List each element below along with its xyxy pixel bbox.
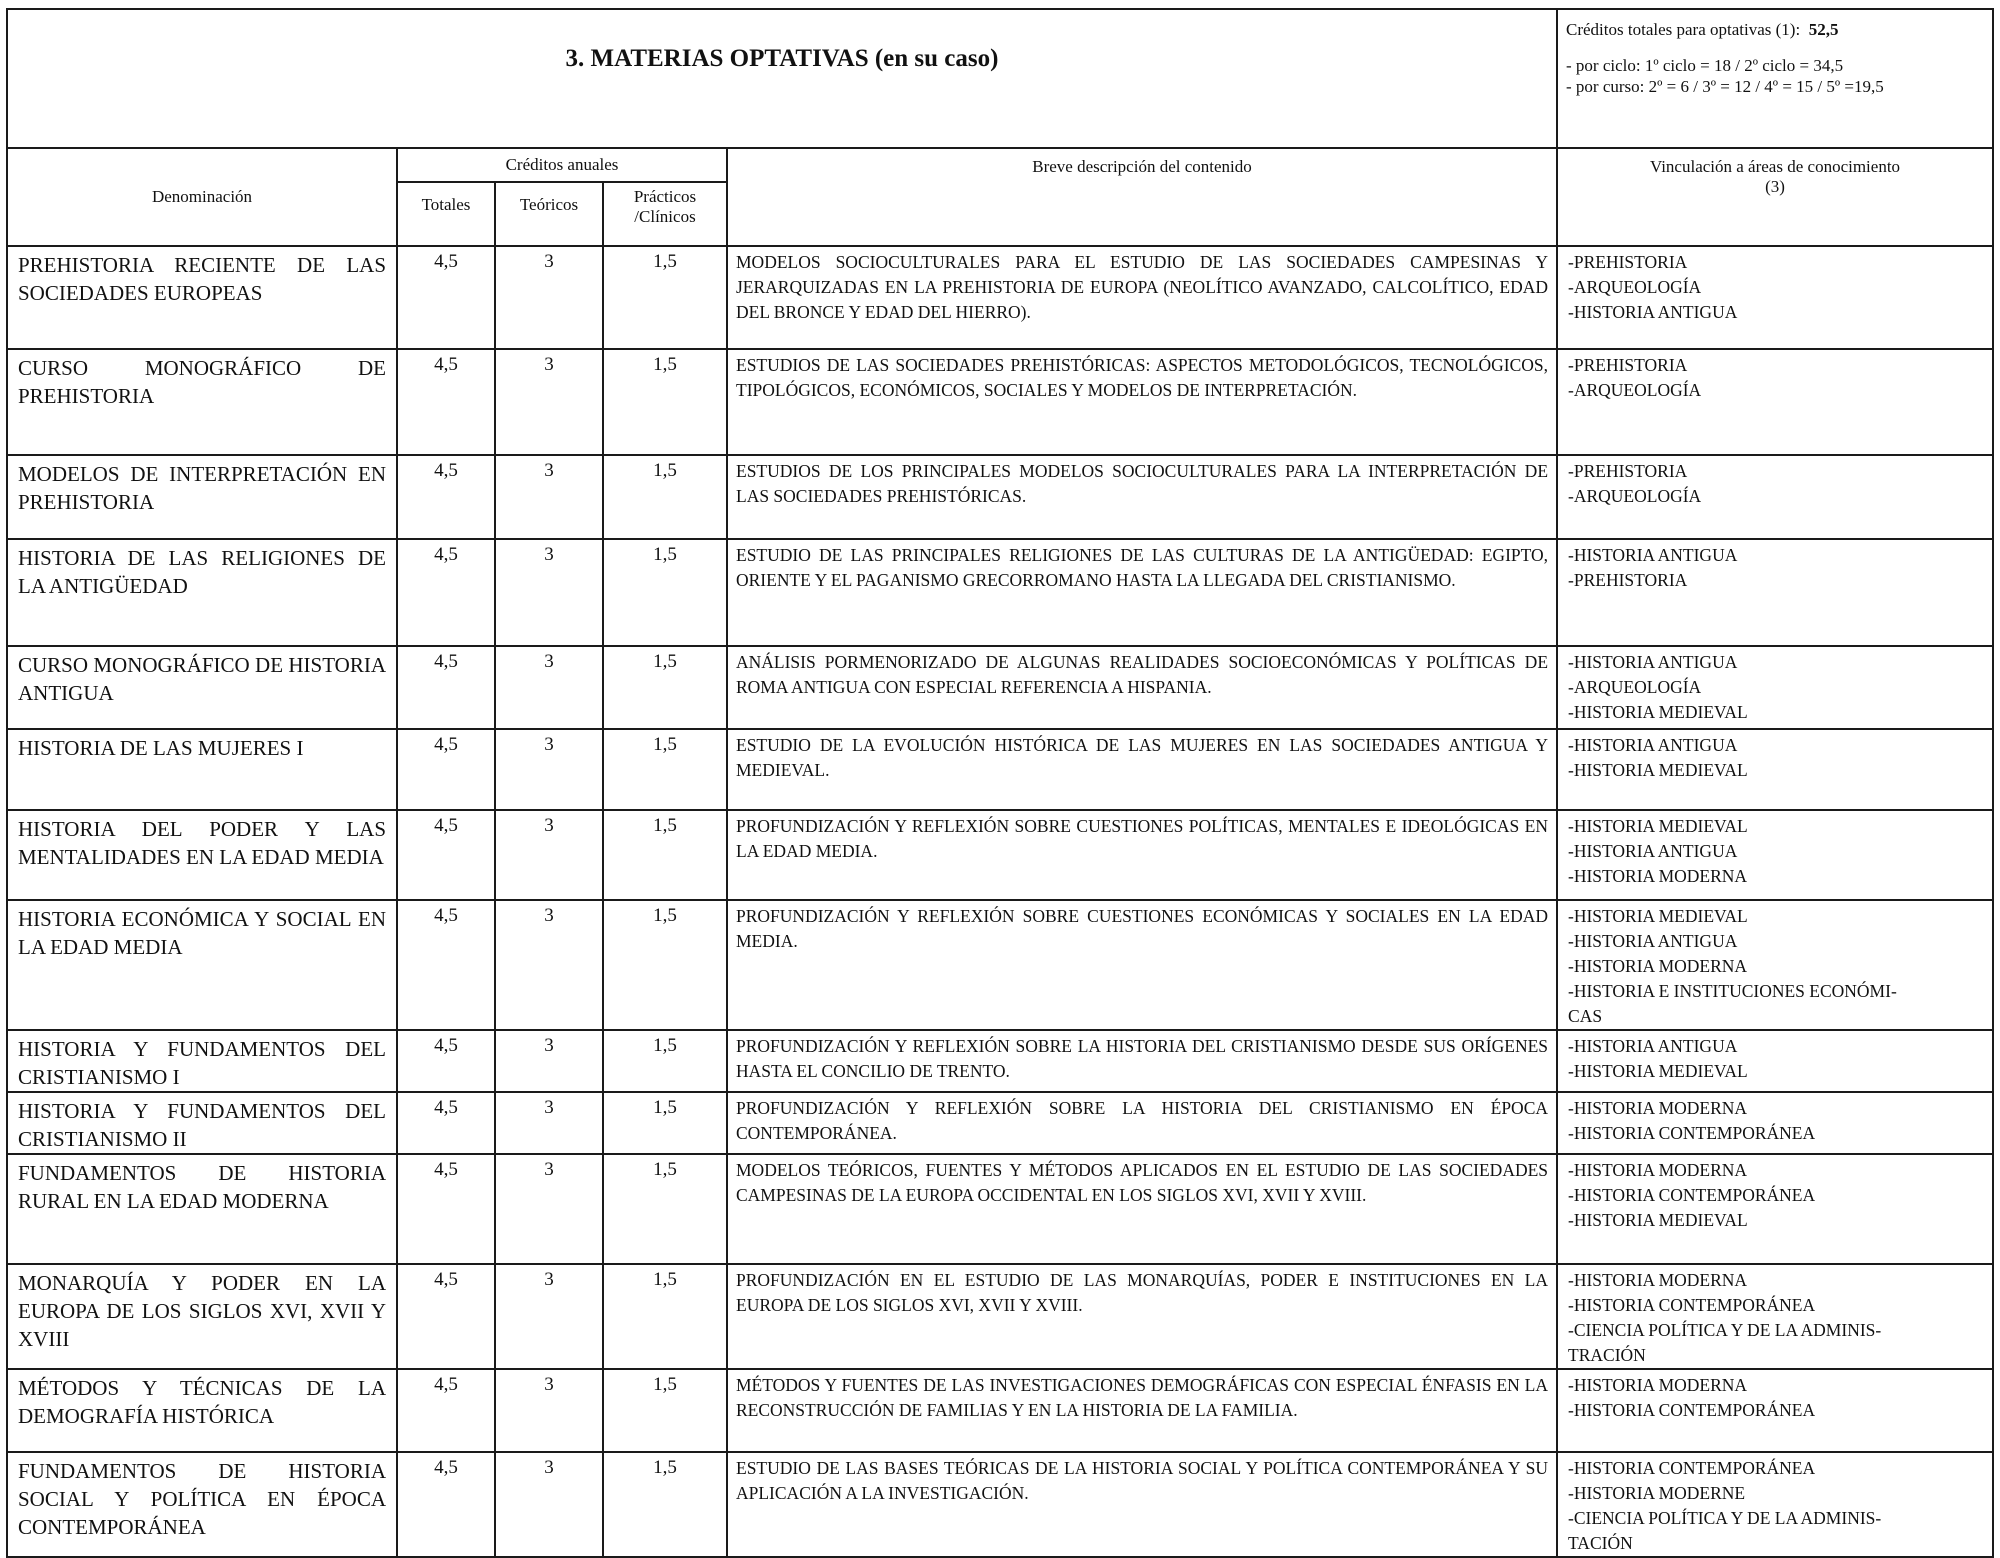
knowledge-area-item: -ARQUEOLOGÍA bbox=[1568, 677, 1702, 697]
table-row bbox=[7, 729, 1993, 810]
col-teoricos: Teóricos bbox=[495, 182, 603, 246]
knowledge-area-item: -HISTORIA E INSTITUCIONES ECONÓMI- bbox=[1568, 981, 1897, 1001]
credits-total-label: Créditos totales para optativas (1): bbox=[1566, 20, 1801, 39]
credits-teoricos: 3 bbox=[495, 900, 603, 1030]
knowledge-area-item: -HISTORIA ANTIGUA bbox=[1568, 931, 1738, 951]
subject-description: PROFUNDIZACIÓN EN EL ESTUDIO DE LAS MONARQUÍAS, PODER E INSTITUCIONES EN LA EUROPA DE LOS SIGLOS XVI, XVII Y XVIII. bbox=[727, 1264, 1557, 1369]
knowledge-area-item: -ARQUEOLOGÍA bbox=[1568, 380, 1702, 400]
subject-description: ESTUDIO DE LAS PRINCIPALES RELIGIONES DE LAS CULTURAS DE LA ANTIGÜEDAD: EGIPTO, ORIENTE Y EL PAGANISMO GRECORROMANO HASTA LA LLEGADA DEL CRISTIANISMO. bbox=[727, 539, 1557, 646]
credits-practicos: 1,5 bbox=[603, 1452, 727, 1557]
knowledge-areas bbox=[1557, 1452, 1993, 1557]
subject-name: HISTORIA DEL PODER Y LAS MENTALIDADES EN LA EDAD MEDIA bbox=[7, 810, 397, 900]
subject-name: CURSO MONOGRÁFICO DE PREHISTORIA bbox=[7, 349, 397, 455]
col-vinculacion bbox=[1557, 148, 1993, 246]
col-vinculacion-line2: (3) bbox=[1765, 177, 1785, 197]
col-denominacion: Denominación bbox=[7, 148, 397, 246]
credits-teoricos: 3 bbox=[495, 646, 603, 729]
knowledge-area-item: -PREHISTORIA bbox=[1568, 355, 1688, 375]
credits-totales: 4,5 bbox=[397, 646, 495, 729]
credits-totales: 4,5 bbox=[397, 455, 495, 539]
knowledge-area-item: -HISTORIA MEDIEVAL bbox=[1568, 1061, 1748, 1081]
subject-name: FUNDAMENTOS DE HISTORIA SOCIAL Y POLÍTICA EN ÉPOCA CONTEMPORÁNEA bbox=[7, 1452, 397, 1557]
knowledge-areas bbox=[1557, 729, 1993, 810]
knowledge-area-item: -HISTORIA MODERNA bbox=[1568, 866, 1748, 886]
knowledge-area-item: -HISTORIA MODERNA bbox=[1568, 1375, 1748, 1395]
table-row bbox=[7, 646, 1993, 729]
credits-por-ciclo: - por ciclo: 1º ciclo = 18 / 2º ciclo = 34,5 bbox=[1566, 56, 1844, 76]
knowledge-area-item: -HISTORIA MEDIEVAL bbox=[1568, 760, 1748, 780]
subject-description: MÉTODOS Y FUENTES DE LAS INVESTIGACIONES DEMOGRÁFICAS CON ESPECIAL ÉNFASIS EN LA RECONSTRUCCIÓN DE FAMILIAS Y EN LA HISTORIA DE LA FAMILIA. bbox=[727, 1369, 1557, 1452]
credits-totales: 4,5 bbox=[397, 900, 495, 1030]
table-row bbox=[7, 246, 1993, 349]
table-row bbox=[7, 1154, 1993, 1264]
knowledge-area-item: -HISTORIA MEDIEVAL bbox=[1568, 702, 1748, 722]
subject-name: MODELOS DE INTERPRETACIÓN EN PREHISTORIA bbox=[7, 455, 397, 539]
table-row bbox=[7, 900, 1993, 1030]
subject-description: MODELOS SOCIOCULTURALES PARA EL ESTUDIO DE LAS SOCIEDADES CAMPESINAS Y JERARQUIZADAS EN LA PREHISTORIA DE EUROPA (NEOLÍTICO AVANZADO, CALCOLÍTICO, EDAD DEL BRONCE Y EDAD DEL HIERRO). bbox=[727, 246, 1557, 349]
knowledge-area-item: -HISTORIA ANTIGUA bbox=[1568, 652, 1738, 672]
knowledge-area-item: -PREHISTORIA bbox=[1568, 570, 1688, 590]
knowledge-area-item: -HISTORIA ANTIGUA bbox=[1568, 545, 1738, 565]
credits-practicos: 1,5 bbox=[603, 455, 727, 539]
knowledge-area-item: -HISTORIA MODERNA bbox=[1568, 956, 1748, 976]
knowledge-area-item: -HISTORIA ANTIGUA bbox=[1568, 841, 1738, 861]
credits-totales: 4,5 bbox=[397, 349, 495, 455]
credits-practicos: 1,5 bbox=[603, 1092, 727, 1154]
table-row bbox=[7, 1369, 1993, 1452]
knowledge-area-item: -ARQUEOLOGÍA bbox=[1568, 486, 1702, 506]
knowledge-area-item: -HISTORIA CONTEMPORÁNEA bbox=[1568, 1400, 1816, 1420]
knowledge-area-item: CAS bbox=[1568, 1006, 1603, 1026]
credits-practicos: 1,5 bbox=[603, 1264, 727, 1369]
title-row bbox=[7, 9, 1993, 148]
subject-description: ANÁLISIS PORMENORIZADO DE ALGUNAS REALIDADES SOCIOECONÓMICAS Y POLÍTICAS DE ROMA ANTIGUA CON ESPECIAL REFERENCIA A HISPANIA. bbox=[727, 646, 1557, 729]
knowledge-area-item: -HISTORIA CONTEMPORÁNEA bbox=[1568, 1185, 1816, 1205]
knowledge-area-item: -ARQUEOLOGÍA bbox=[1568, 277, 1702, 297]
credits-totales: 4,5 bbox=[397, 1369, 495, 1452]
table-row bbox=[7, 810, 1993, 900]
knowledge-areas bbox=[1557, 1030, 1993, 1092]
knowledge-area-item: TACIÓN bbox=[1568, 1533, 1633, 1553]
knowledge-area-item: -PREHISTORIA bbox=[1568, 461, 1688, 481]
credits-practicos: 1,5 bbox=[603, 729, 727, 810]
col-practicos bbox=[603, 182, 727, 246]
subject-description: PROFUNDIZACIÓN Y REFLEXIÓN SOBRE LA HISTORIA DEL CRISTIANISMO DESDE SUS ORÍGENES HASTA EL CONCILIO DE TRENTO. bbox=[727, 1030, 1557, 1092]
subject-description: PROFUNDIZACIÓN Y REFLEXIÓN SOBRE CUESTIONES POLÍTICAS, MENTALES E IDEOLÓGICAS EN LA EDAD MEDIA. bbox=[727, 810, 1557, 900]
document-page bbox=[6, 8, 1992, 1558]
credits-teoricos: 3 bbox=[495, 810, 603, 900]
knowledge-area-item: -HISTORIA CONTEMPORÁNEA bbox=[1568, 1123, 1816, 1143]
table-row bbox=[7, 1264, 1993, 1369]
subject-description: ESTUDIOS DE LOS PRINCIPALES MODELOS SOCIOCULTURALES PARA LA INTERPRETACIÓN DE LAS SOCIEDADES PREHISTÓRICAS. bbox=[727, 455, 1557, 539]
credits-totales: 4,5 bbox=[397, 810, 495, 900]
subject-description: PROFUNDIZACIÓN Y REFLEXIÓN SOBRE LA HISTORIA DEL CRISTIANISMO EN ÉPOCA CONTEMPORÁNEA. bbox=[727, 1092, 1557, 1154]
credits-totales: 4,5 bbox=[397, 539, 495, 646]
knowledge-area-item: -HISTORIA CONTEMPORÁNEA bbox=[1568, 1295, 1816, 1315]
subject-name: FUNDAMENTOS DE HISTORIA RURAL EN LA EDAD MODERNA bbox=[7, 1154, 397, 1264]
knowledge-area-item: -HISTORIA MODERNA bbox=[1568, 1098, 1748, 1118]
table-row bbox=[7, 1452, 1993, 1557]
knowledge-area-item: -CIENCIA POLÍTICA Y DE LA ADMINIS- bbox=[1568, 1508, 1882, 1528]
credits-teoricos: 3 bbox=[495, 729, 603, 810]
credits-practicos: 1,5 bbox=[603, 1154, 727, 1264]
col-creditos-anuales: Créditos anuales bbox=[397, 148, 727, 182]
subject-name: PREHISTORIA RECIENTE DE LAS SOCIEDADES EUROPEAS bbox=[7, 246, 397, 349]
subject-name: MONARQUÍA Y PODER EN LA EUROPA DE LOS SIGLOS XVI, XVII Y XVIII bbox=[7, 1264, 397, 1369]
credits-totales: 4,5 bbox=[397, 729, 495, 810]
knowledge-area-item: -HISTORIA MODERNE bbox=[1568, 1483, 1746, 1503]
subject-name: HISTORIA ECONÓMICA Y SOCIAL EN LA EDAD MEDIA bbox=[7, 900, 397, 1030]
table-row bbox=[7, 349, 1993, 455]
subject-description: MODELOS TEÓRICOS, FUENTES Y MÉTODOS APLICADOS EN EL ESTUDIO DE LAS SOCIEDADES CAMPESINAS DE LA EUROPA OCCIDENTAL EN LOS SIGLOS XVI, XVII Y XVIII. bbox=[727, 1154, 1557, 1264]
knowledge-areas bbox=[1557, 349, 1993, 455]
credits-total-value: 52,5 bbox=[1808, 20, 1839, 39]
knowledge-areas bbox=[1557, 539, 1993, 646]
subject-name: CURSO MONOGRÁFICO DE HISTORIA ANTIGUA bbox=[7, 646, 397, 729]
credits-totales: 4,5 bbox=[397, 1154, 495, 1264]
col-vinculacion-line1: Vinculación a áreas de conocimiento bbox=[1649, 157, 1901, 176]
credits-teoricos: 3 bbox=[495, 539, 603, 646]
col-totales: Totales bbox=[397, 182, 495, 246]
knowledge-areas bbox=[1557, 1369, 1993, 1452]
credits-practicos: 1,5 bbox=[603, 1030, 727, 1092]
knowledge-area-item: -HISTORIA ANTIGUA bbox=[1568, 1036, 1738, 1056]
knowledge-areas bbox=[1557, 810, 1993, 900]
credits-practicos: 1,5 bbox=[603, 539, 727, 646]
optativas-table bbox=[6, 8, 1994, 1558]
credits-summary-cell bbox=[1557, 9, 1993, 148]
knowledge-areas bbox=[1557, 246, 1993, 349]
knowledge-area-item: -HISTORIA CONTEMPORÁNEA bbox=[1568, 1458, 1816, 1478]
subject-description: ESTUDIOS DE LAS SOCIEDADES PREHISTÓRICAS: ASPECTOS METODOLÓGICOS, TECNOLÓGICOS, TIPOLÓGICOS, ECONÓMICOS, SOCIALES Y MODELOS DE INTERPRETACIÓN. bbox=[727, 349, 1557, 455]
knowledge-area-item: -HISTORIA MEDIEVAL bbox=[1568, 816, 1748, 836]
credits-totales: 4,5 bbox=[397, 1452, 495, 1557]
credits-practicos: 1,5 bbox=[603, 246, 727, 349]
credits-practicos: 1,5 bbox=[603, 900, 727, 1030]
credits-teoricos: 3 bbox=[495, 1154, 603, 1264]
credits-totales: 4,5 bbox=[397, 1092, 495, 1154]
knowledge-areas bbox=[1557, 1092, 1993, 1154]
credits-teoricos: 3 bbox=[495, 1030, 603, 1092]
table-row bbox=[7, 1030, 1993, 1092]
credits-teoricos: 3 bbox=[495, 1369, 603, 1452]
subject-name: HISTORIA Y FUNDAMENTOS DEL CRISTIANISMO I bbox=[7, 1030, 397, 1092]
credits-total-line bbox=[1566, 20, 1984, 40]
knowledge-area-item: -PREHISTORIA bbox=[1568, 252, 1688, 272]
col-practicos-line1: Prácticos bbox=[633, 187, 697, 206]
section-title-cell bbox=[7, 9, 1557, 148]
subject-description: ESTUDIO DE LA EVOLUCIÓN HISTÓRICA DE LAS MUJERES EN LAS SOCIEDADES ANTIGUA Y MEDIEVAL. bbox=[727, 729, 1557, 810]
table-row bbox=[7, 455, 1993, 539]
knowledge-areas bbox=[1557, 1154, 1993, 1264]
section-title: 3. MATERIAS OPTATIVAS (en su caso) bbox=[565, 44, 999, 72]
knowledge-area-item: -CIENCIA POLÍTICA Y DE LA ADMINIS- bbox=[1568, 1320, 1882, 1340]
subject-description: PROFUNDIZACIÓN Y REFLEXIÓN SOBRE CUESTIONES ECONÓMICAS Y SOCIALES EN LA EDAD MEDIA. bbox=[727, 900, 1557, 1030]
credits-practicos: 1,5 bbox=[603, 1369, 727, 1452]
subject-name: HISTORIA DE LAS RELIGIONES DE LA ANTIGÜEDAD bbox=[7, 539, 397, 646]
subject-name: HISTORIA DE LAS MUJERES I bbox=[7, 729, 397, 810]
credits-teoricos: 3 bbox=[495, 246, 603, 349]
knowledge-area-item: -HISTORIA MEDIEVAL bbox=[1568, 1210, 1748, 1230]
subject-description: ESTUDIO DE LAS BASES TEÓRICAS DE LA HISTORIA SOCIAL Y POLÍTICA CONTEMPORÁNEA Y SU APLICACIÓN A LA INVESTIGACIÓN. bbox=[727, 1452, 1557, 1557]
credits-teoricos: 3 bbox=[495, 349, 603, 455]
credits-practicos: 1,5 bbox=[603, 646, 727, 729]
credits-totales: 4,5 bbox=[397, 246, 495, 349]
credits-teoricos: 3 bbox=[495, 455, 603, 539]
knowledge-area-item: TRACIÓN bbox=[1568, 1345, 1646, 1365]
subject-name: MÉTODOS Y TÉCNICAS DE LA DEMOGRAFÍA HISTÓRICA bbox=[7, 1369, 397, 1452]
knowledge-area-item: -HISTORIA ANTIGUA bbox=[1568, 302, 1738, 322]
credits-teoricos: 3 bbox=[495, 1452, 603, 1557]
knowledge-area-item: -HISTORIA ANTIGUA bbox=[1568, 735, 1738, 755]
credits-totales: 4,5 bbox=[397, 1030, 495, 1092]
knowledge-area-item: -HISTORIA MODERNA bbox=[1568, 1160, 1748, 1180]
credits-teoricos: 3 bbox=[495, 1092, 603, 1154]
subject-name: HISTORIA Y FUNDAMENTOS DEL CRISTIANISMO II bbox=[7, 1092, 397, 1154]
column-header-row bbox=[7, 148, 1993, 182]
col-practicos-line2: /Clínicos bbox=[634, 206, 696, 226]
knowledge-areas bbox=[1557, 1264, 1993, 1369]
knowledge-area-item: -HISTORIA MODERNA bbox=[1568, 1270, 1748, 1290]
knowledge-areas bbox=[1557, 646, 1993, 729]
credits-por-curso: - por curso: 2º = 6 / 3º = 12 / 4º = 15 / 5º =19,5 bbox=[1566, 76, 1884, 96]
credits-teoricos: 3 bbox=[495, 1264, 603, 1369]
table-row bbox=[7, 539, 1993, 646]
table-row bbox=[7, 1092, 1993, 1154]
col-descripcion: Breve descripción del contenido bbox=[727, 148, 1557, 246]
knowledge-areas bbox=[1557, 455, 1993, 539]
knowledge-area-item: -HISTORIA MEDIEVAL bbox=[1568, 906, 1748, 926]
knowledge-areas bbox=[1557, 900, 1993, 1030]
credits-practicos: 1,5 bbox=[603, 349, 727, 455]
credits-totales: 4,5 bbox=[397, 1264, 495, 1369]
credits-practicos: 1,5 bbox=[603, 810, 727, 900]
